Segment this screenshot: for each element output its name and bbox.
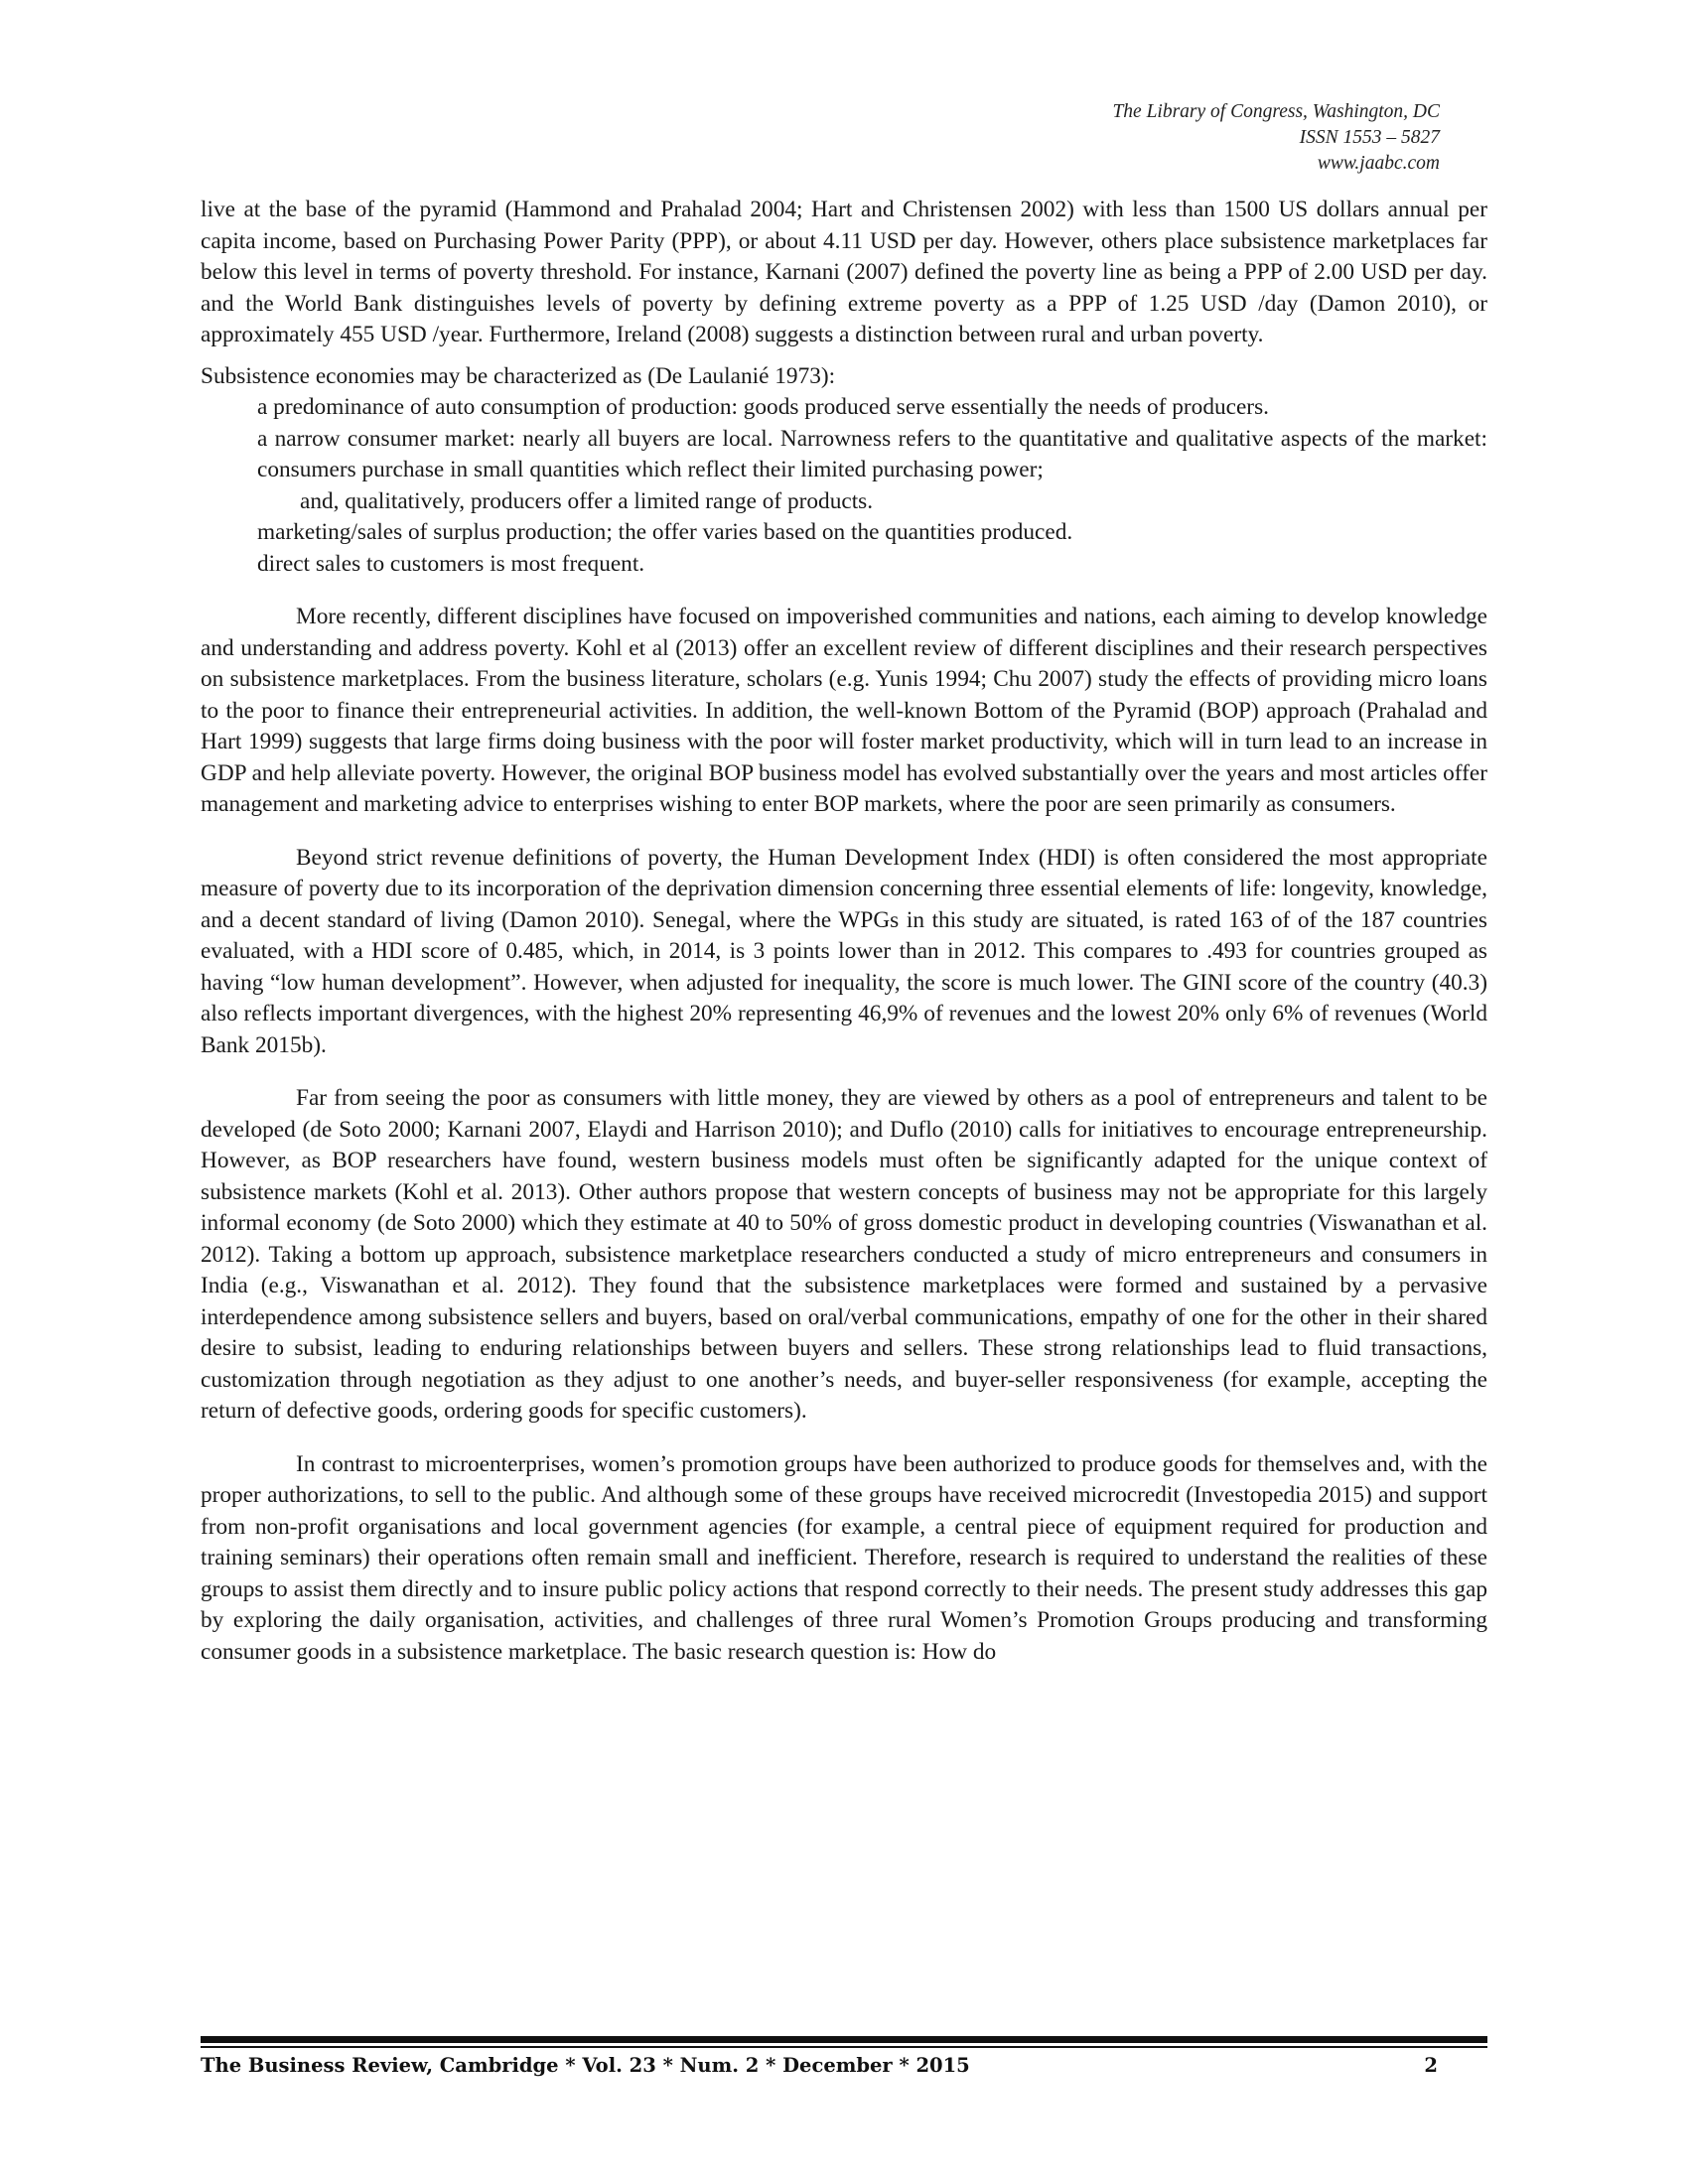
list-item [201, 517, 1487, 549]
list-item-text: a narrow consumer market: nearly all buyers are local. Narrowness refers to the quantitative and qualitative aspects of the market: consumers purchase in small quantities which reflect their limited purchasing power; [257, 425, 1487, 482]
body-text [201, 195, 1487, 1668]
list-item-text: marketing/sales of surplus production; the offer varies based on the quantities produced. [257, 519, 1073, 545]
list-item-text: direct sales to customers is most frequent. [257, 550, 645, 577]
footer-journal: The Business Review, Cambridge * Vol. 23 * Num. 2 * December * 2015 [201, 2054, 970, 2077]
header-publisher: The Library of Congress, Washington, DC [1112, 101, 1440, 122]
list-item-continuation: and, qualitatively, producers offer a limited range of products. [300, 487, 874, 514]
characteristics-list [201, 392, 1487, 580]
paragraph-1: live at the base of the pyramid (Hammond and Prahalad 2004; Hart and Christensen 2002) with less than 1500 US dollars annual per capita income, based on Purchasing Power Parity (PPP), or about 4.11 USD per day. However, others place subsistence marketplaces far below this level in terms of poverty threshold. For instance, Karnani (2007) defined the poverty line as being a PPP of 2.00 USD per day. and the World Bank distinguishes levels of poverty by defining extreme poverty as a PPP of 1.25 USD /day (Damon 2010), or approximately 455 USD /year. Furthermore, Ireland (2008) suggests a distinction between rural and urban poverty. [201, 197, 1487, 347]
header-website: www.jaabc.com [1317, 153, 1440, 174]
list-item-text: a predominance of auto consumption of production: goods produced serve essentially the needs of producers. [257, 394, 1269, 420]
list-item [201, 424, 1487, 518]
footer-rule-thin [201, 2046, 1487, 2048]
paragraph-4: Far from seeing the poor as consumers with little money, they are viewed by others as a pool of entrepreneurs and talent to be developed (de Soto 2000; Karnani 2007, Elaydi and Harrison 2010); and Duflo (2010) calls for initiatives to encourage entrepreneurship. However, as BOP researchers have found, western business models must often be significantly adapted for the unique context of subsistence markets (Kohl et al. 2013). Other authors propose that western concepts of business may not be appropriate for this largely informal economy (de Soto 2000) which they estimate at 40 to 50% of gross domestic product in developing countries (Viswanathan et al. 2012). Taking a bottom up approach, subsistence marketplace researchers conducted a study of micro entrepreneurs and consumers in India (e.g., Viswanathan et al. 2012). They found that the subsistence marketplaces were formed and sustained by a pervasive interdependence among subsistence sellers and buyers, based on oral/verbal communications, empathy of one for the other in their shared desire to subsist, leading to enduring relationships between buyers and sellers. These strong relationships lead to fluid transactions, customization through negotiation as they adjust to one another’s needs, and buyer-seller responsiveness (for example, accepting the return of defective goods, ordering goods for specific customers). [201, 1085, 1487, 1424]
list-item [201, 392, 1487, 424]
paragraph-2: More recently, different disciplines have focused on impoverished communities and nations, each aiming to develop knowledge and understanding and address poverty. Kohl et al (2013) offer an excellent review of different disciplines and their research perspectives on subsistence marketplaces. From the business literature, scholars (e.g. Yunis 1994; Chu 2007) study the effects of providing micro loans to the poor to finance their entrepreneurial activities. In addition, the well-known Bottom of the Pyramid (BOP) approach (Prahalad and Hart 1999) suggests that large firms doing business with the poor will foster market productivity, which will in turn lead to an increase in GDP and help alleviate poverty. However, the original BOP business model has evolved substantially over the years and most articles offer management and marketing advice to enterprises wishing to enter BOP markets, where the poor are seen primarily as consumers. [201, 604, 1487, 817]
page-footer [201, 2051, 1487, 2081]
list-intro: Subsistence economies may be characterized as (De Laulanié 1973): [201, 362, 836, 389]
paragraph-5: In contrast to microenterprises, women’s promotion groups have been authorized to produce goods for themselves and, with the proper authorizations, to sell to the public. And although some of these groups have received microcredit (Investopedia 2015) and support from non-profit organisations and local government agencies (for example, a central piece of equipment required for production and training seminars) their operations often remain small and inefficient. Therefore, research is required to understand the realities of these groups to assist them directly and to insure public policy actions that respond correctly to their needs. The present study addresses this gap by exploring the daily organisation, activities, and challenges of three rural Women’s Promotion Groups producing and transforming consumer goods in a subsistence marketplace. The basic research question is: How do [201, 1450, 1487, 1665]
page-number: 2 [1424, 2054, 1438, 2077]
running-header [1112, 99, 1440, 177]
paragraph-3: Beyond strict revenue definitions of poverty, the Human Development Index (HDI) is often considered the most appropriate measure of poverty due to its incorporation of the deprivation dimension concerning three essential elements of life: longevity, knowledge, and a decent standard of living (Damon 2010). Senegal, where the WPGs in this study are situated, is rated 163 of of the 187 countries evaluated, with a HDI score of 0.485, which, in 2014, is 3 points lower than in 2012. This compares to .493 for countries grouped as having “low human development”. However, when adjusted for inequality, the score is much lower. The GINI score of the country (40.3) also reflects important divergences, with the highest 20% representing 46,9% of revenues and the lowest 20% only 6% of revenues (World Bank 2015b). [201, 844, 1487, 1058]
list-item [201, 549, 1487, 581]
header-issn: ISSN 1553 – 5827 [1299, 127, 1440, 148]
footer-rule-thick [201, 2036, 1487, 2043]
